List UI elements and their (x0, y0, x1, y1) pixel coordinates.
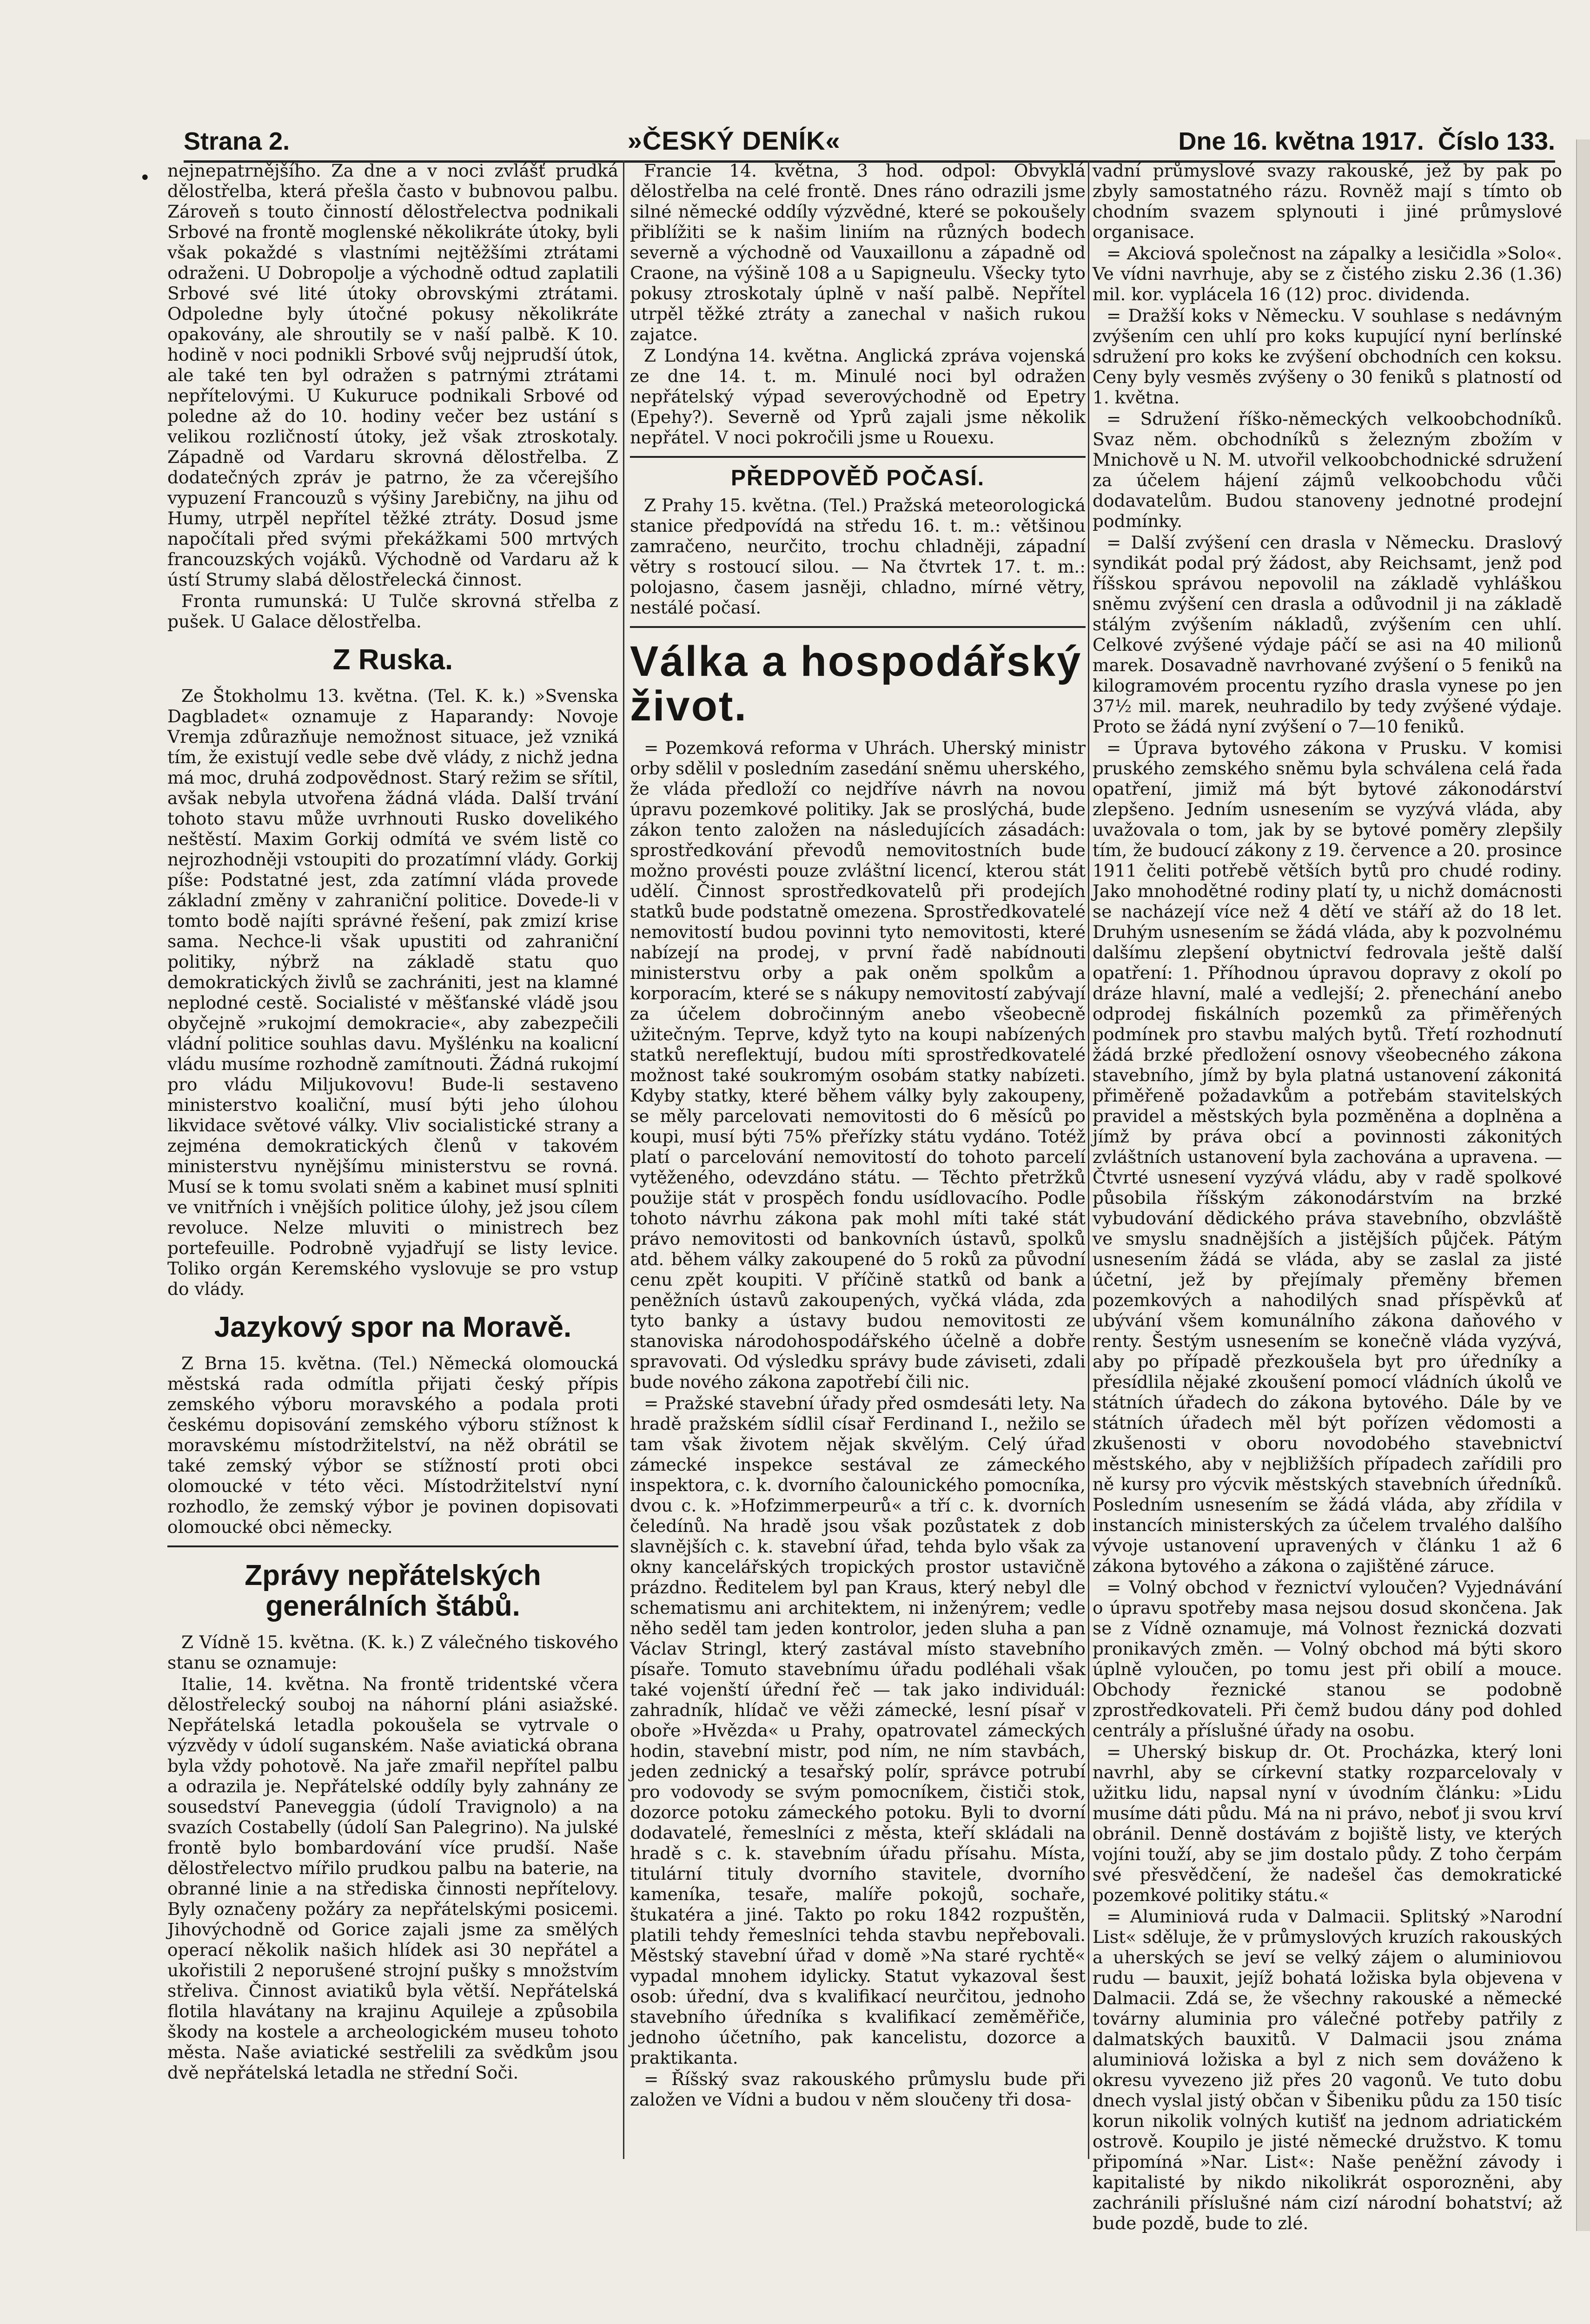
column-1 (167, 160, 618, 2159)
paragraph: Italie, 14. května. Na frontě tridentské včera dělostřelecký souboj na náhorní pláni asiažské. Nepřátelská letadla pokoušela se vytrvale o výzvědy v údolí suganském. Naše aviatická obrana byla vždy pohotově. Na jaře zmařil nepřítel palbu a odrazila je. Nepřátelské oddíly byly zahnány ze sousedství Paneveggia (údolí Travignolo) a na svazích Costabelly (údolí San Palegrino). Na julské frontě bylo bombardování více prudší. Naše dělostřelectvo mířilo prudkou palbu na baterie, na obranné linie a na střediska činnosti nepřítelovy. Byly označeny požáry za nepřátelskými posicemi. Jihovýchodně od Gorice zajali jsme za smělých operací několik našich hlídek asi 30 nepřátel a ukořistili 2 neporušené strojní pušky s množstvím střeliva. Činnost aviatiků byla větší. Nepřátelská flotila hlavátany na krajinu Aquileje a způsobila škody na kostele a archeologickém museu tohoto města. Naše aviatické sestřelili za svědkům jsou dvě nepřátelská letadla ne střední Soči. (167, 1674, 618, 2083)
column-divider (623, 160, 624, 2159)
paragraph: Z Brna 15. května. (Tel.) Německá olomoucká městská rada odmítla přijati český přípis zemského výboru moravského a podala proti českému dopisování zemského výboru stížnost k moravskému místodržitelství, na něž obrátil se také zemský výbor se stížností proti obci olomoucké v této věci. Místodržitelství nyní rozhodlo, že zemský výbor je povinen dopisovati olomoucké obci německy. (167, 1353, 618, 1537)
divider (630, 456, 1086, 458)
issue-number: Číslo 133. (1438, 127, 1555, 155)
divider (630, 626, 1086, 628)
section-heading: Jazykový spor na Moravě. (214, 1311, 572, 1343)
paragraph: = Pražské stavební úřady před osmdesáti lety. Na hradě pražském sídlil císař Ferdinand I., nežilo se tam však životem nějak skvělým. Celý úřad zámecké inspekce sestával ze zámeckého inspektora, c. k. dvorního čalounického pomocníka, dvou c. k. »Hofzimmerpeurů« a tří c. k. dvorních čeledínů. Na hradě jsou však pozůstatek z dob slavnějších c. k. stavební úřad, tehda bylo však za okny kancelářských tropických prostor ustavičně prázdno. Ředitelem byl pan Kraus, který nebyl dle schematismu ani architektem, ni inženýrem; vedle něho seděl tam jeden kontrolor, jeden sluha a pan Václav Stringl, který zastával místo stavebního písaře. Tomuto stavebnímu úřadu podléhali však také vojenští úřední řeč — tak jako individuál: zahradník, hlídač ve věži zámecké, lesní písař v oboře »Hvězda« u Prahy, opatrovatel zámeckých hodin, stavební mistr, pod ním, ne ním stavbách, jeden zednický a tesařský polír, správce potrubí pro vodovody se svým pomocníkem, čističi stok, dozorce potoku zámeckého potoku. Byli to dvorní dodavatelé, řemeslníci z města, kteří skládali na hradě s c. k. stavebním úřadu přísahu. Místa, titulární tituly dvorního stavitele, dvorního kameníka, tesaře, malíře pokojů, sochaře, štukatéra a jiné. Takto po roku 1842 rozpuštěn, platili tehdy řemeslníci tehda stavbu nepřebovali. Městský stavební úřad v domě »Na staré rychtě« vypadal mnohem idylicky. Statut vykazoval šest osob: úřední, dva s kvalifikací neurčitou, jednoho stavebního úředníka s kvalifikací zeměměřiče, jednoho účetního, pak kancelistu, dozorce a praktikanta. (630, 1393, 1086, 2068)
news-item: = Uherský biskup dr. Ot. Procházka, který loni navrhl, aby se církevní statky rozparcelovaly v užitku lidu, napsal nyní v úvodním článku: »Lidu musíme dáti půdu. Má na ni právo, neboť ji svou krví obránil. Denně dostávám z bojiště listy, ve kterých vojíni touží, aby se jim dostalo půdy. Z toho čerpám své přesvědčení, že nadešel čas demokratické pozemkové politiky státu.« (1093, 1742, 1562, 1905)
masthead (184, 114, 1555, 163)
news-item: = Akciová společnost na zápalky a lesičidla »Solo«. Ve vídni navrhuje, aby se z čistého zisku 2.36 (1.36) mil. kor. vyplácela 16 (12) proc. dividenda. (1093, 243, 1562, 304)
paragraph: Z Vídně 15. května. (K. k.) Z válečného tiskového stanu se oznamuje: (167, 1632, 618, 1673)
margin-bullet: • (139, 167, 151, 189)
divider (167, 1545, 618, 1547)
news-item: = Aluminiová ruda v Dalmacii. Splitský »Narodní List« sděluje, že v průmyslových kruzích rakouských a uherských se jeví se velký zájem o aluminiovou rudu — bauxit, jejíž bohatá ložiska byla objevena v Dalmacii. Zdá se, že všechny rakouské a německé továrny aluminia pro válečné potřeby patřily z dalmatských bauxitů. V Dalmacii jsou známa aluminiová ložiska a byl z nich sem dováženo k okresu vyvezeno již přes 20 vagonů. Ve tuto dobu dnech vyslal jistý občan v Šibeniku půdu za 150 tisíc korun nikolik volných kutišť na jednom adriatickém ostrově. Koupilo je jisté německé družstvo. K tomu připomíná »Nar. List«: Naše peněžní závody i kapitalisté by nikdo nikolikrát osporozněni, aby zachránili příslušné nám cizí národní bohatství; až bude pozdě, bude to zlé. (1093, 1906, 1562, 2233)
section-heading: Zprávy nepřátelských generálních štábů. (245, 1559, 541, 1622)
issue-date (1179, 127, 1555, 156)
paragraph: Z Prahy 15. května. (Tel.) Pražská meteorologická stanice předpovídá na středu 16. t. m.: většinou zamračeno, neurčito, trochu chladněji, západní větry s rostoucí silou. — Na čtvrtek 17. t. m.: polojasno, časem jasněji, chladno, mírné větry, nestálé počasí. (630, 495, 1086, 618)
news-item: = Sdružení říško-německých velkoobchodníků. Svaz něm. obchodníků s železným zbožím v Mnichově u N. M. utvořil velkoobchodnické sdružení za účelem hájení zájmů velkoobchodu vůči dodavatelům. Budou stanoveny jednotné prodejní podmínky. (1093, 409, 1562, 531)
paragraph: nejnepatrnějšího. Za dne a v noci zvlášť prudká dělostřelba, která přešla často v bubnovou palbu. Zároveň s touto činností dělostřelectva podnikali Srbové na frontě moglenské několikráte útoky, byli však pokaždé s vlastními nejtěžšími ztrátami odraženi. U Dobropolje a východně odtud zaplatili Srbové své lité útoky obrovskými ztrátami. Odpoledne byly útočné pokusy několikráte opakovány, ale shroutily se v naší palbě. K 10. hodině v noci podnikli Srbové svůj nejprudší útok, ale také ten byl odražen s patrnými ztrátami nepřítelovými. U Kukuruce podnikali Srbové od poledne až do 10. hodiny večer bez ustání s velikou rozličností útoky, jež však ztroskotaly. Západně od Vardaru skrovná dělostřelba. Z dodatečných zpráv je patrno, že za včerejšího vypuzení Francouzů s výšiny Jarebičny, na jihu od Humy, utrpěl nepřítel těžké ztráty. Dosud jsme napočítali před svými překážkami 500 mrtvých francouzských vojáků. Východně od Vardaru až k ústí Strumy slabá dělostřelecká činnost. (167, 160, 618, 590)
paragraph: vadní průmyslové svazy rakouské, jež by pak po zbyly samostatného rázu. Rovněž mají s tímto ob chodním svazem splynouti i jiné průmyslové organisace. (1093, 160, 1562, 242)
page-number: Strana 2. (184, 127, 290, 155)
adjacent-page-edge (1576, 139, 1590, 2231)
newspaper-title: »ČESKÝ DENÍK« (627, 126, 841, 155)
news-item: = Úprava bytového zákona v Prusku. V komisi pruského zemského sněmu byla schválena celá řada opatření, jimiž má být bytové zákonodárství zlepšeno. Jedním usnesením se vyzývá vláda, aby uvažovala o tom, jak by se bytové poměry zlepšily tím, že budoucí zákony z 19. července a 20. prosince 1911 čeliti potřebě větších bytů pro chudé rodiny. Jako mnohodětné rodiny platí ty, u nichž domácnosti se nacházejí více než 4 dětí ve stáří až do 18 let. Druhým usnesením se žádá vláda, aby k pozvolnému dalšímu zlepšení obytnictví fedrovala ještě další opatření: 1. Příhodnou úpravou dopravy z okolí po dráze hlavní, malé a vedlejší; 2. přenechání anebo odprodej fiskálních pozemků za přiměřených podmínek pro stavbu malých bytů. Třetí rozhodnutí žádá brzké předložení osnovy všeobecného zákona stavebního, jímž by byla platná ustanovení zákonitá přiměřeně požadavkům a potřebám stavitelských pravidel a městských byla pozměněna a doplněna a jímž by práva obcí a povinnosti zákonitých zvláštních ustanovení byla zachována a upravena. — Čtvrté usnesení vyzývá vládu, aby v radě spolkové působila říšským zákonodárstvím na brzké vybudování dědického práva stavebního, obzvláště ve smyslu snadnějších a jistějších půjček. Pátým usnesením žádá se vláda, aby se zaslal za jisté účetní, jež by přejímaly přeměny břemen pozemkových a nahodilých snad příspěvků ať ubývání všem komunálního zákona daňového v renty. Šestým usnesením se konečně vláda vyzývá, aby po případě přezkoušela byt pro úředníky a přesídlila nějaké zkoušení pomocí vládních úkolů ve státních úřadech do zákona bytového. Dále by ve státních úřadech měl být pořízen vědomosti a zkušenosti v oboru novodobého stavebnictví městského, aby v nejbližších případech zařídili pro ně kursy pro výcvik městských stavebních úředníků. Posledním usnesením se žádá vláda, aby zřídila v instancích ministerských za účelem trvalého dalšího vývoje ustanovení upravených v článku 1 až 6 zákona bytového a zákona o zajištěné záruce. (1093, 738, 1562, 1576)
date-text: Dne 16. května 1917. (1178, 127, 1424, 155)
news-item: = Další zvýšení cen drasla v Německu. Draslový syndikát podal prý žádost, aby Reichsamt, jenž pod říšskou správou nepovolil na základě vyhláškou sněmu zvýšení cen drasla a odůvodnil ji na základě stálým zvýšením nákladů, zvýšením cen uhlí. Celkové zvýšené výdaje páčí se asi na 40 milionů marek. Dosavadně navrhované zvýšení o 5 feniků na kilogramovém procentu ryzího drasla vynese po jen 37½ mil. marek, neuhradilo by tedy zvýšené výdaje. Proto se žádá nyní zvýšení o 7—10 feniků. (1093, 532, 1562, 737)
paragraph: = Pozemková reforma v Uhrách. Uherský ministr orby sdělil v posledním zasedání sněmu uherského, že vláda předloží co nejdříve návrh na novou úpravu pozemkové politiky. Jak se proslýchá, bude zákon tento založen na následujících zásadách: sprostředkování převodů nemovitostních bude možno provésti pouze zvláštní licencí, kterou stát udělí. Činnost sprostředkovatelů při prodejích statků bude podstatně omezena. Sprostředkovatelé nemovitostí budou povinni tyto nemovitosti, které nabízejí na prodej, v první řadě nabídnouti ministerstvu orby a pak oněm spolkům a korporacím, které se s nákupy nemovitostí zabývají za účelem dobročinným anebo všeobecně užitečným. Teprve, když tyto na koupi nabízených statků nereflektují, budou míti sprostředkovatelé možnost také soukromým osobám statky nabízeti. Kdyby statky, které během války byly zakoupeny, se měly parcelovati nemovitosti do 6 měsíců po koupi, musí býti 75% přeřízky státu vydáno. Totéž platí o parcelování nemovitostí do tohoto parcelí vytěženého, odevzdáno státu. — Těchto přetržků použije stát v prospěch fondu usídlovacího. Podle tohoto návrhu zákona pak mohl míti také stát právo nemovitosti od bankovních ústavů, spolků atd. během války zakoupené do 5 roků za původní cenu zpět koupiti. V příčině statků od bank a peněžních ústavů zakoupených, vyčká vláda, zda tyto banky a ústavy budou nemovitosti ze stanoviska národohospodářského účelně a dobře spravovati. Od výsledku správy bude záviseti, zdali bude nového zákona zapotřebí čili nic. (630, 738, 1086, 1392)
paragraph: = Říšský svaz rakouského průmyslu bude při založen ve Vídni a budou v něm sloučeny tři dosa- (630, 2069, 1086, 2110)
section-heading: Válka a hospodářský život. (630, 638, 1082, 730)
news-item: = Volný obchod v řeznictví vyloučen? Vyjednávání o úpravu spotřeby masa nejsou dosud skončena. Jak se z Vídně oznamuje, má Volnost řeznická dozvati pronikavých změn. — Volný obchod má býti skoro úplně vyloučen, po tomu jest při obilí a mouce. Obchody řeznické stanou se podobně zprostředkovateli. Při čemž budou dány pod dohled centrály a příslušné úřady na osobu. (1093, 1577, 1562, 1741)
section-heading: Z Ruska. (332, 644, 453, 676)
column-2 (630, 160, 1086, 2159)
paragraph: Francie 14. května, 3 hod. odpol: Obvyklá dělostřelba na celé frontě. Dnes ráno odrazili jsme silné německé oddíly výzvědné, které se pokoušely přiblížiti se k našim liniím na různých bodech severně a východně od Vauxaillonu a západně od Craone, na výšině 108 a u Sapigneulu. Všecky tyto pokusy ztroskotaly úplně v naší palbě. Nepřítel utrpěl těžké ztráty a zanechal v našich rukou zajatce. (630, 160, 1086, 344)
paragraph: Ze Štokholmu 13. května. (Tel. K. k.) »Svenska Dagbladet« oznamuje z Haparandy: Novoje Vremja zdůrazňuje nemožnost situace, jež vzniká tím, že existují vedle sebe dvě vlády, z nichž jedna má moc, druhá zodpovědnost. Starý režim se sřítil, avšak nebyla utvořena žádná vláda. Další trvání tohoto stavu může uvrhnouti Rusko dovelikého neštěstí. Maxim Gorkij odmítá ve svém listě co nejrozhodněji vstoupiti do prozatímní vlády. Gorkij píše: Podstatné jest, zda zatímní vláda provede základní změny v zahraniční politice. Dovede-li v tomto bodě najíti správné řešení, pak zmizí krise sama. Nechce-li však upustiti od zahraniční politiky, nýbrž na základě statu quo demokratických živlů se zachrániti, jest na klamné neplodné cestě. Socialisté v měšťanské vládě jsou obyčejně »rukojmí demokracie«, aby zabezpečili vládní politice souhlas davu. Myšlénku na koalicní vládu musíme rozhodně zamítnouti. Žádná rukojmí pro vládu Miljukovovu! Bude-li sestaveno ministerstvo koaliční, musí býti jeho úlohou likvidace světové války. Vliv socialistické strany a zejména demokratických členů v takovém ministerstvu nynějšímu ministerstvu se rovná. Musí se k tomu svolati sněm a kabinet musí splniti ve vnitřních i vnějších politice úlohy, jež jsou cílem revoluce. Nelze mluviti o ministrech bez portefeuille. Podrobně vyjadřují se listy levice. Toliko orgán Keremského vyslovuje se pro vstup do vlády. (167, 686, 618, 1299)
column-3 (1093, 160, 1562, 2233)
news-item: = Dražší koks v Německu. V souhlase s nedávným zvýšením cen uhlí pro koks kupující nyní berlínské sdružení pro koks ke zvýšení obchodních cen koksu. Ceny byly vesměs zvýšeny o 30 feniků s platností od 1. května. (1093, 305, 1562, 408)
paragraph: Fronta rumunská: U Tulče skrovná střelba z pušek. U Galace dělostřelba. (167, 591, 618, 632)
forecast-heading: PŘEDPOVĚĎ POČASÍ. (730, 466, 985, 490)
paragraph: Z Londýna 14. května. Anglická zpráva vojenská ze dne 14. t. m. Minulé noci byl odražen nepřátelský výpad severovýchodně od Epetry (Epehy?). Severně od Yprů zajali jsme několik nepřátel. V noci pokročili jsme u Rouexu. (630, 345, 1086, 448)
column-divider (1088, 160, 1089, 2159)
